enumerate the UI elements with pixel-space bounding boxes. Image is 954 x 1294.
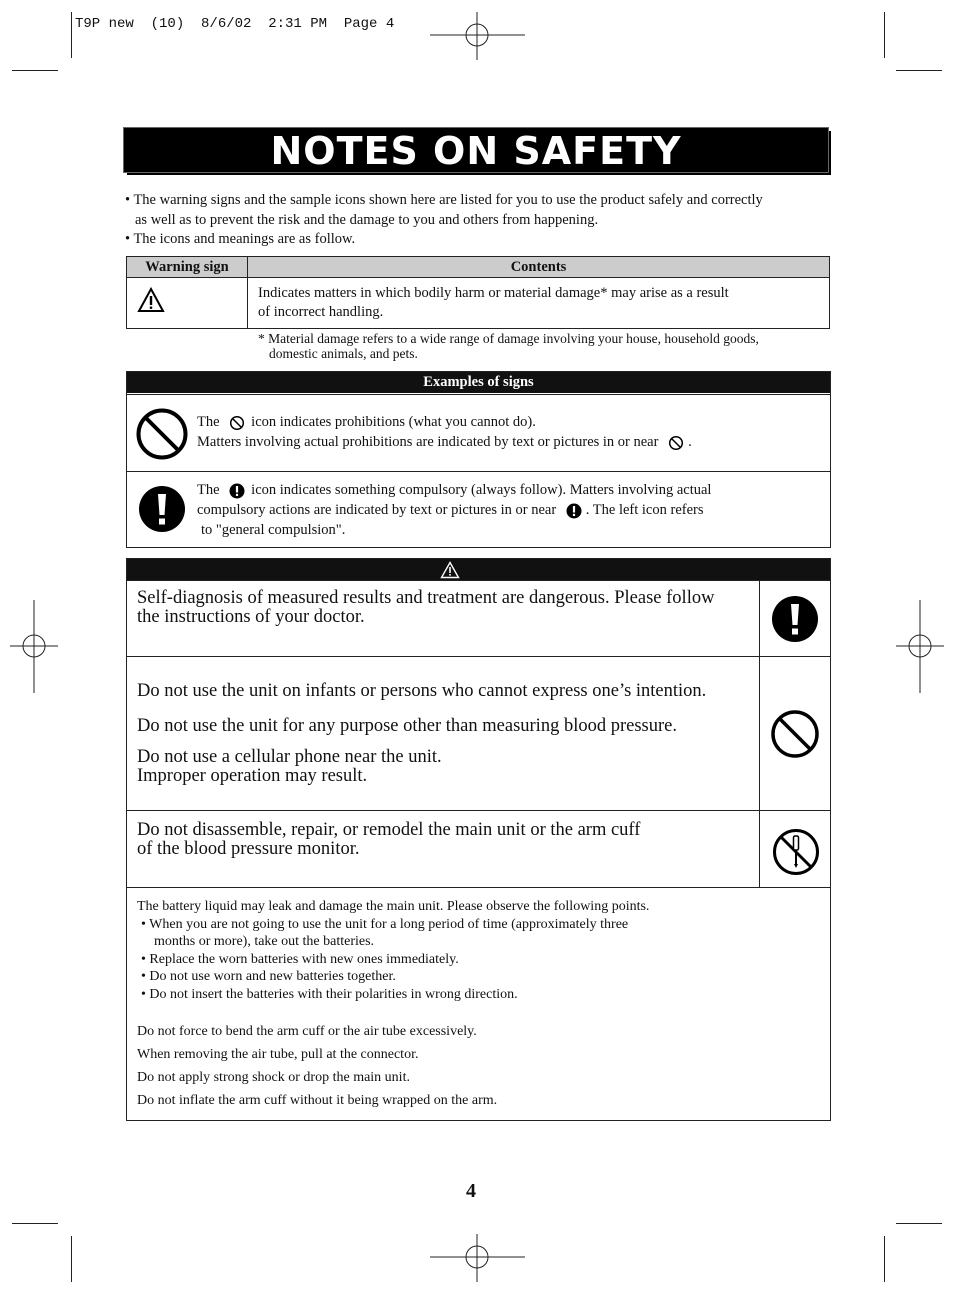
icon-cell [759, 657, 830, 811]
text-line: • Replace the worn batteries with new ones immediately. [141, 951, 459, 967]
text-line: Do not force to bend the arm cuff or the air tube excessively. [137, 1024, 477, 1039]
registration-mark-bottom [430, 1234, 525, 1282]
text-line: Do not inflate the arm cuff without it being wrapped on the arm. [137, 1093, 498, 1108]
warning-content-line: of incorrect handling. [258, 304, 384, 320]
text-line: Do not apply strong shock or drop the main unit. [137, 1070, 410, 1085]
caution-row-disassemble [127, 810, 830, 888]
prohibition-icon [135, 407, 189, 461]
crop-mark [12, 1223, 58, 1224]
caution-row-prohibitions [127, 656, 830, 811]
crop-mark [896, 70, 942, 71]
caution-text [137, 682, 706, 786]
prohibition-row [127, 394, 830, 472]
text-fragment: Matters involving actual prohibitions are indicated by text or pictures in or near [197, 434, 659, 450]
intro-bullet-1: • The warning signs and the sample icons shown here are listed for you to use the product safely and correctly [125, 192, 763, 208]
text-fragment: . [688, 434, 692, 450]
text-line: When removing the air tube, pull at the connector. [137, 1047, 419, 1062]
text-line: of the blood pressure monitor. [137, 839, 360, 859]
text-fragment: icon indicates something compulsory (always follow). Matters involving actual [251, 482, 712, 498]
compulsory-icon [771, 595, 819, 643]
print-slug: T9P new (10) 8/6/02 2:31 PM Page 4 [75, 16, 395, 32]
text-line: Do not use a cellular phone near the unit. [137, 747, 442, 767]
handling-notes [137, 1020, 497, 1112]
text-line: • Do not insert the batteries with their polarities in wrong direction. [141, 986, 518, 1002]
text-line: • When you are not going to use the unit for a long period of time (approximately three [141, 916, 629, 932]
text-line: months or more), take out the batteries. [154, 934, 375, 949]
text-fragment: icon indicates prohibitions (what you cannot do). [251, 414, 536, 430]
text-fragment: The [197, 414, 220, 430]
page-title: NOTES ON SAFETY [270, 129, 682, 173]
warning-sign-cell [127, 278, 248, 329]
prohibition-small-icon [668, 435, 684, 451]
prohibition-small-icon [229, 415, 245, 431]
text-line: Self-diagnosis of measured results and treatment are dangerous. Please follow [137, 588, 715, 608]
compulsory-icon [137, 484, 187, 534]
text-fragment: The [197, 482, 220, 498]
text-line: • Do not use worn and new batteries together. [141, 969, 396, 984]
no-disassembly-icon [772, 828, 820, 876]
crop-mark [12, 70, 58, 71]
caution-header [127, 559, 830, 580]
registration-mark-top [430, 12, 525, 60]
text-fragment: . The left icon refers [585, 502, 704, 518]
col-header-contents: Contents [248, 257, 830, 278]
intro-bullet-2: • The icons and meanings are as follow. [125, 231, 356, 247]
examples-heading: Examples of signs [127, 372, 830, 393]
compulsory-text [197, 480, 711, 540]
caution-triangle-icon [137, 287, 165, 313]
icon-cell [759, 811, 830, 888]
caution-box [126, 558, 831, 1121]
text-line: Improper operation may result. [137, 766, 368, 786]
crop-mark [884, 12, 885, 58]
warning-content-line: Indicates matters in which bodily harm or material damage* may arise as a result [258, 285, 729, 301]
footnote-line: domestic animals, and pets. [269, 346, 418, 361]
page-number: 4 [466, 1180, 476, 1202]
text-line: Do not disassemble, repair, or remodel the main unit or the arm cuff [137, 820, 641, 840]
icon-cell [759, 581, 830, 657]
warning-content-cell [248, 278, 830, 329]
text-fragment: compulsory actions are indicated by text or pictures in or near [197, 502, 557, 518]
compulsory-row [127, 471, 830, 548]
compulsory-small-icon [229, 483, 245, 499]
text-line: Do not use the unit for any purpose other than measuring blood pressure. [137, 716, 677, 736]
text-line: Do not use the unit on infants or persons who cannot express one’s intention. [137, 681, 707, 701]
caution-text [137, 821, 640, 859]
crop-mark [71, 12, 72, 58]
col-header-warning-sign: Warning sign [127, 257, 248, 278]
prohibition-text [197, 412, 692, 452]
caution-triangle-icon [440, 561, 460, 579]
examples-box [126, 371, 831, 548]
title-banner [124, 128, 828, 172]
crop-mark [884, 1236, 885, 1282]
compulsory-line-3: to "general compulsion". [201, 522, 346, 538]
registration-mark-right [896, 600, 944, 693]
battery-notes [137, 898, 649, 1003]
text-line: the instructions of your doctor. [137, 607, 365, 627]
registration-mark-left [10, 600, 58, 693]
compulsory-small-icon [566, 503, 582, 519]
footnote-line: * Material damage refers to a wide range of damage involving your house, household goods, [258, 331, 759, 346]
caution-row-battery-and-handling [127, 887, 830, 1120]
warning-sign-table [126, 256, 830, 329]
caution-row-self-diagnosis [127, 580, 830, 657]
crop-mark [896, 1223, 942, 1224]
text-line: The battery liquid may leak and damage the main unit. Please observe the following points. [137, 899, 650, 914]
caution-text [137, 589, 714, 627]
intro-bullet-1-cont: as well as to prevent the risk and the damage to you and others from happening. [135, 212, 599, 228]
crop-mark [71, 1236, 72, 1282]
prohibition-icon [770, 709, 820, 759]
